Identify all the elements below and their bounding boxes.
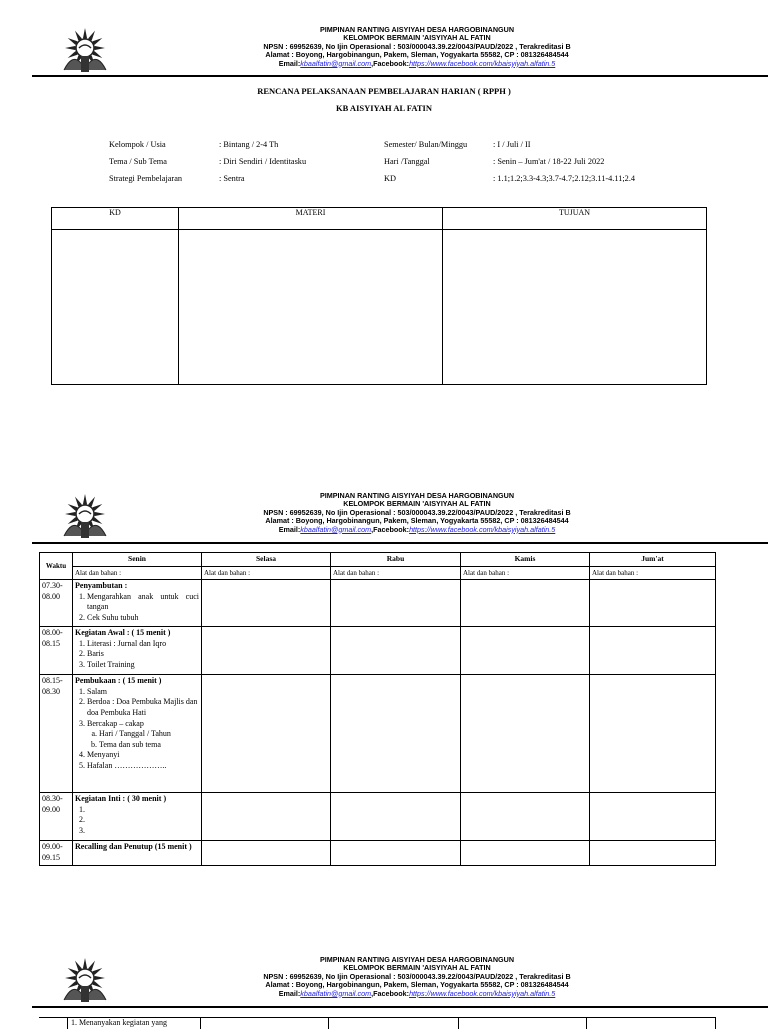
day-cell[interactable] bbox=[331, 793, 461, 841]
org-name: PIMPINAN RANTING AISYIYAH DESA HARGOBINANGUN bbox=[319, 491, 515, 500]
day-header: Rabu bbox=[331, 553, 461, 567]
list-item: 1. Literasi : Jurnal dan Iqro bbox=[87, 639, 199, 650]
time-cell: 09.00-09.15 bbox=[40, 841, 73, 866]
list-item: 3. Bercakap – cakap a. Hari / Tanggal / Tahun b. Tema dan sub tema bbox=[87, 719, 199, 751]
materi-cell[interactable] bbox=[179, 230, 443, 385]
info-label: Kelompok / Usia bbox=[109, 140, 166, 149]
org-name: PIMPINAN RANTING AISYIYAH DESA HARGOBINANGUN bbox=[319, 955, 515, 964]
letterhead-text bbox=[182, 492, 652, 534]
facebook-link[interactable]: https://www.facebook.com/kbaisyiyah.alfatin.5 bbox=[409, 58, 556, 68]
time-cell: 08.00-08.15 bbox=[40, 627, 73, 675]
aisyiyah-logo-icon bbox=[58, 492, 112, 540]
day-header: Kamis bbox=[461, 553, 590, 567]
day-cell[interactable] bbox=[202, 580, 331, 627]
email-link[interactable]: kbaalfatin@gmail.com bbox=[300, 524, 372, 534]
org-name: PIMPINAN RANTING AISYIYAH DESA HARGOBINANGUN bbox=[319, 25, 515, 34]
npsn-line: NPSN : 69952639, No Ijin Operasional : 503/000043.39.22/0043/PAUD/2022 , Terakreditasi B bbox=[263, 971, 571, 981]
activity-heading: Penyambutan : bbox=[75, 581, 128, 591]
sub-list-item: a. Hari / Tanggal / Tahun bbox=[99, 729, 199, 740]
activity-cell bbox=[73, 793, 202, 841]
list-item bbox=[87, 826, 199, 837]
day-cell[interactable] bbox=[590, 841, 716, 866]
list-item: 4. Menyanyi bbox=[87, 750, 199, 761]
time-cell: 08.15-08.30 bbox=[40, 675, 73, 793]
activity-heading: Kegiatan Inti : ( 30 menit ) bbox=[75, 794, 167, 804]
alat-bahan-cell[interactable]: Alat dan bahan : bbox=[202, 566, 331, 580]
day-header: Jum'at bbox=[590, 553, 716, 567]
address-line: Alamat : Boyong, Hargobinangun, Pakem, Sleman, Yogyakarta 55582, CP : 081326484544 bbox=[265, 50, 569, 60]
info-label: Strategi Pembelajaran bbox=[109, 174, 183, 183]
table-row bbox=[40, 793, 716, 841]
npsn-line: NPSN : 69952639, No Ijin Operasional : 503/000043.39.22/0043/PAUD/2022 , Terakreditasi B bbox=[263, 41, 571, 51]
table-row bbox=[40, 580, 716, 627]
doc-title: RENCANA PELAKSANAAN PEMBELAJARAN HARIAN ( RPPH ) bbox=[257, 86, 511, 96]
info-label: KD bbox=[384, 174, 396, 183]
info-value: : Senin – Jum'at / 18-22 Juli 2022 bbox=[493, 157, 605, 166]
list-item: 1. Salam bbox=[87, 687, 199, 698]
info-label: Semester/ Bulan/Minggu bbox=[384, 140, 468, 149]
info-value: : Sentra bbox=[219, 174, 245, 183]
time-cell: 07.30-08.00 bbox=[40, 580, 73, 627]
list-item: 1. Mengarahkan anak untuk cuci tangan bbox=[87, 592, 199, 613]
tujuan-cell[interactable] bbox=[443, 230, 707, 385]
letterhead bbox=[32, 26, 768, 78]
list-item: 2. Baris bbox=[87, 649, 199, 660]
header-divider bbox=[32, 542, 768, 544]
day-cell[interactable] bbox=[461, 793, 590, 841]
school-name: KELOMPOK BERMAIN 'AISYIYAH AL FATIN bbox=[343, 33, 491, 43]
continued-table bbox=[39, 1017, 716, 1028]
sub-list-item: b. Tema dan sub tema bbox=[99, 740, 199, 751]
info-label: Tema / Sub Tema bbox=[109, 157, 167, 166]
day-cell[interactable] bbox=[202, 841, 331, 866]
day-cell[interactable] bbox=[331, 841, 461, 866]
doc-subtitle: KB AISYIYAH AL FATIN bbox=[336, 103, 432, 113]
tujuan-header: TUJUAN bbox=[443, 208, 707, 230]
contact-line: Email:kbaalfatin@gmail.com,Facebook:https://www.facebook.com/kbaisyiyah.alfatin.5 bbox=[278, 988, 556, 998]
waktu-header: Waktu bbox=[40, 553, 73, 580]
list-item bbox=[87, 815, 199, 826]
alat-bahan-cell[interactable]: Alat dan bahan : bbox=[461, 566, 590, 580]
aisyiyah-logo-icon bbox=[58, 26, 112, 74]
address-line: Alamat : Boyong, Hargobinangun, Pakem, Sleman, Yogyakarta 55582, CP : 081326484544 bbox=[265, 980, 569, 990]
info-value: : Diri Sendiri / Identitasku bbox=[219, 157, 307, 166]
facebook-link[interactable]: https://www.facebook.com/kbaisyiyah.alfatin.5 bbox=[409, 524, 556, 534]
day-cell[interactable] bbox=[202, 793, 331, 841]
day-cell[interactable] bbox=[461, 627, 590, 675]
activity-cell bbox=[73, 675, 202, 793]
info-value: : I / Juli / II bbox=[493, 140, 531, 149]
alat-bahan-cell[interactable]: Alat dan bahan : bbox=[590, 566, 716, 580]
day-cell[interactable] bbox=[590, 580, 716, 627]
header-divider bbox=[32, 75, 768, 77]
kd-header: KD bbox=[52, 208, 179, 230]
kd-table bbox=[51, 207, 707, 385]
list-item: 2. Berdoa : Doa Pembuka Majlis dan doa Pembuka Hati bbox=[87, 697, 199, 718]
day-cell[interactable] bbox=[202, 627, 331, 675]
school-name: KELOMPOK BERMAIN 'AISYIYAH AL FATIN bbox=[343, 963, 491, 973]
aisyiyah-logo-icon bbox=[58, 956, 112, 1004]
day-cell[interactable] bbox=[331, 627, 461, 675]
table-row bbox=[40, 675, 716, 793]
header-divider bbox=[32, 1006, 768, 1008]
day-cell[interactable] bbox=[331, 580, 461, 627]
letterhead bbox=[32, 492, 768, 544]
email-link[interactable]: kbaalfatin@gmail.com bbox=[300, 58, 372, 68]
activity-heading: Kegiatan Awal : ( 15 menit ) bbox=[75, 628, 171, 638]
info-label: Hari /Tanggal bbox=[384, 157, 430, 166]
alat-bahan-cell[interactable]: Alat dan bahan : bbox=[331, 566, 461, 580]
day-cell[interactable] bbox=[461, 675, 590, 793]
kd-cell[interactable] bbox=[52, 230, 179, 385]
day-cell[interactable] bbox=[590, 627, 716, 675]
letterhead-text bbox=[182, 956, 652, 998]
table-row bbox=[40, 841, 716, 866]
schedule-table bbox=[39, 552, 716, 866]
day-cell[interactable] bbox=[461, 580, 590, 627]
info-value: : Bintang / 2-4 Th bbox=[219, 140, 279, 149]
activity-cell bbox=[73, 841, 202, 866]
day-cell[interactable] bbox=[331, 675, 461, 793]
facebook-link[interactable]: https://www.facebook.com/kbaisyiyah.alfatin.5 bbox=[409, 988, 556, 998]
school-name: KELOMPOK BERMAIN 'AISYIYAH AL FATIN bbox=[343, 499, 491, 509]
continued-text: 1. Menanyakan kegiatan yang bbox=[71, 1018, 167, 1027]
info-value: : 1.1;1.2;3.3-4.3;3.7-4.7;2.12;3.11-4.11;2.4 bbox=[493, 174, 636, 183]
day-cell[interactable] bbox=[590, 793, 716, 841]
activity-heading: Pembukaan : ( 15 menit ) bbox=[75, 676, 162, 686]
day-cell[interactable] bbox=[590, 675, 716, 793]
address-line: Alamat : Boyong, Hargobinangun, Pakem, Sleman, Yogyakarta 55582, CP : 081326484544 bbox=[265, 516, 569, 526]
letterhead bbox=[32, 956, 768, 1008]
day-header: Senin bbox=[73, 553, 202, 567]
activity-cell bbox=[73, 627, 202, 675]
list-item: 2. Cek Suhu tubuh bbox=[87, 613, 199, 624]
npsn-line: NPSN : 69952639, No Ijin Operasional : 503/000043.39.22/0043/PAUD/2022 , Terakreditasi B bbox=[263, 507, 571, 517]
day-header: Selasa bbox=[202, 553, 331, 567]
contact-line: Email:kbaalfatin@gmail.com,Facebook:https://www.facebook.com/kbaisyiyah.alfatin.5 bbox=[278, 524, 556, 534]
list-item: 5. Hafalan ……………….. bbox=[87, 761, 199, 772]
alat-bahan-cell[interactable]: Alat dan bahan : bbox=[73, 566, 202, 580]
day-cell[interactable] bbox=[461, 841, 590, 866]
activity-heading: Recalling dan Penutup (15 menit ) bbox=[75, 842, 192, 852]
day-cell[interactable] bbox=[202, 675, 331, 793]
materi-header: MATERI bbox=[179, 208, 443, 230]
time-cell: 08.30-09.00 bbox=[40, 793, 73, 841]
contact-line: Email:kbaalfatin@gmail.com,Facebook:https://www.facebook.com/kbaisyiyah.alfatin.5 bbox=[278, 58, 556, 68]
list-item: 3. Toilet Training bbox=[87, 660, 199, 671]
table-row bbox=[40, 627, 716, 675]
letterhead-text bbox=[182, 26, 652, 68]
email-link[interactable]: kbaalfatin@gmail.com bbox=[300, 988, 372, 998]
activity-cell bbox=[73, 580, 202, 627]
list-item bbox=[87, 805, 199, 816]
